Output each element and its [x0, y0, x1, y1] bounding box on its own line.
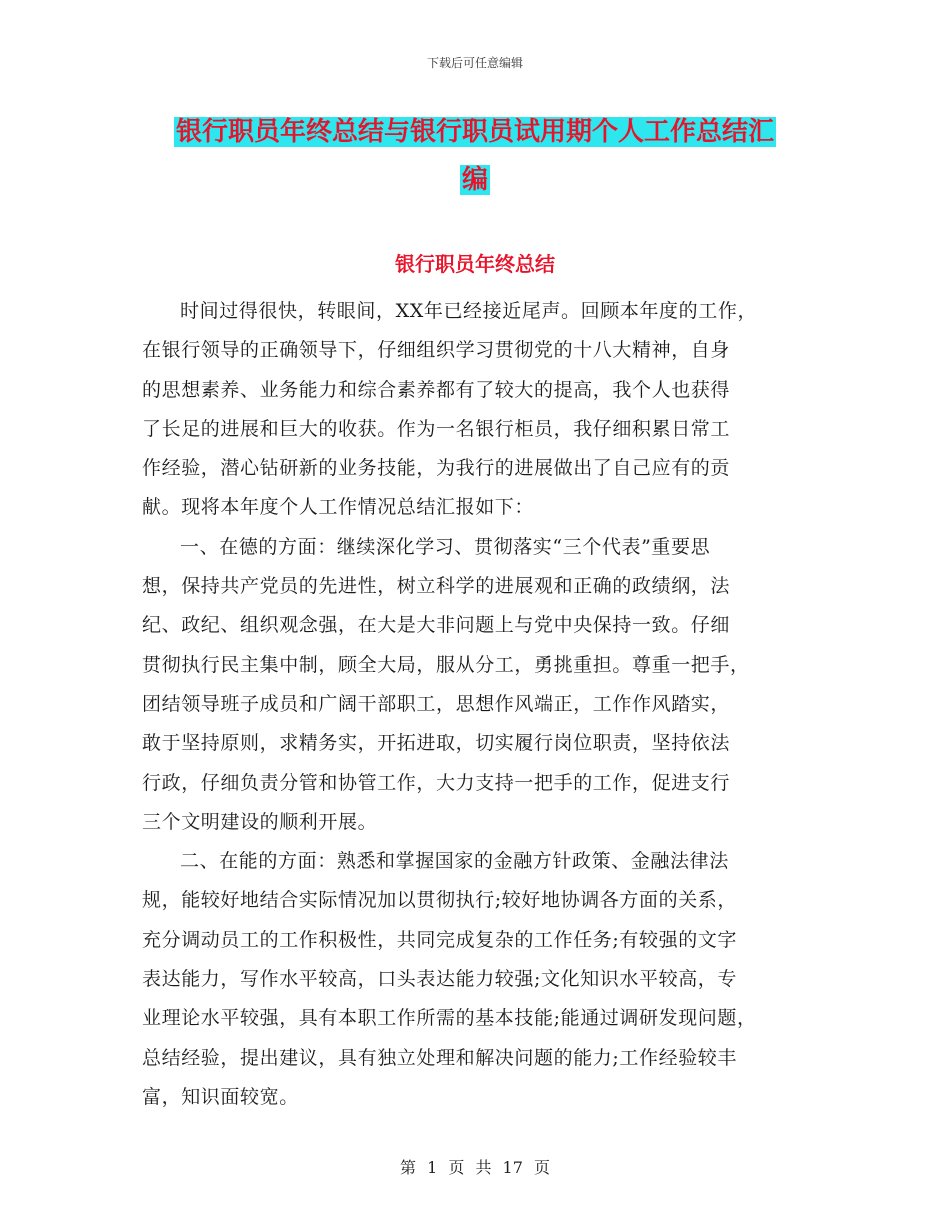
text-line: 了长足的进展和巨大的收获。作为一名银行柜员，我仔细积累日常工	[142, 417, 731, 440]
text-line: 敢于坚持原则，求精务实，开拓进取，切实履行岗位职责，坚持依法	[142, 732, 731, 755]
document-title-line-1: 银行职员年终总结与银行职员试用期个人工作总结汇	[175, 117, 774, 147]
text-line: 时间过得很快，转眼间，XX年已经接近尾声。回顾本年度的工作，	[180, 300, 758, 322]
page-number-footer: 第 1 页 共 17 页	[400, 1158, 550, 1177]
paragraph-morality	[142, 528, 810, 842]
text-line: 行政，仔细负责分管和协管工作，大力支持一把手的工作，促进支行	[142, 771, 731, 794]
paragraph-intro	[142, 292, 810, 528]
text-line: 三个文明建设的顺利开展。	[142, 810, 378, 833]
text-line: 业理论水平较强，具有本职工作所需的基本技能;能通过调研发现问题，	[142, 1007, 757, 1030]
text-line: 一、在德的方面：继续深化学习、贯彻落实“三个代表”重要思	[180, 535, 711, 558]
text-line: 总结经验，提出建议，具有独立处理和解决问题的能力;工作经验较丰	[142, 1046, 738, 1069]
text-line: 作经验，潜心钻研新的业务技能，为我行的进展做出了自己应有的贡	[142, 457, 731, 480]
document-body	[142, 292, 810, 1117]
text-line: 在银行领导的正确领导下，仔细组织学习贯彻党的十八大精神，自身	[142, 339, 731, 362]
text-line: 富，知识面较宽。	[142, 1085, 299, 1108]
document-title-line-2: 编	[461, 165, 488, 195]
text-line: 想，保持共产党员的先进性，树立科学的进展观和正确的政绩纲，法	[142, 575, 731, 598]
paragraph-ability	[142, 842, 810, 1117]
text-line: 贯彻执行民主集中制，顾全大局，服从分工，勇挑重担。尊重一把手，	[142, 653, 750, 676]
text-line: 充分调动员工的工作积极性，共同完成复杂的工作任务;有较强的文字	[142, 928, 738, 951]
text-line: 表达能力，写作水平较高，口头表达能力较强;文化知识水平较高，专	[142, 968, 738, 991]
text-line: 规，能较好地结合实际情况加以贯彻执行;较好地协调各方面的关系，	[142, 889, 738, 912]
text-line: 献。现将本年度个人工作情况总结汇报如下：	[142, 496, 535, 519]
text-line: 的思想素养、业务能力和综合素养都有了较大的提高，我个人也获得	[142, 378, 731, 401]
document-title	[150, 108, 800, 204]
header-note: 下载后可任意编辑	[426, 56, 523, 70]
text-line: 团结领导班子成员和广阔干部职工，思想作风端正，工作作风踏实，	[142, 692, 731, 715]
section-title: 银行职员年终总结	[395, 252, 555, 276]
text-line: 纪、政纪、组织观念强，在大是大非问题上与党中央保持一致。仔细	[142, 614, 731, 637]
text-line: 二、在能的方面：熟悉和掌握国家的金融方针政策、金融法律法	[180, 850, 729, 873]
